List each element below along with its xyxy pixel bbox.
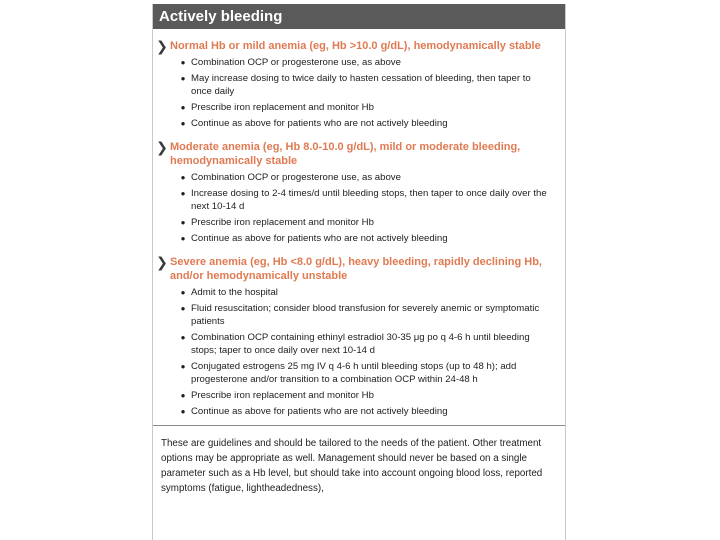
panel-title: Actively bleeding (153, 4, 565, 29)
treatment-panel (152, 4, 566, 540)
list-item (175, 331, 565, 357)
list-item (175, 232, 565, 245)
list-item (175, 187, 565, 213)
list-item-text: Continue as above for patients who are not actively bleeding (191, 118, 448, 129)
section-heading (153, 140, 565, 168)
list-item (175, 101, 565, 114)
section-heading (153, 255, 565, 283)
section-mild-anemia (153, 39, 565, 130)
list-item-text: Conjugated estrogens 25 mg IV q 4-6 h until bleeding stops (up to 48 h); add progesterone and/or transition to a combination OCP within 24-48 h (191, 361, 517, 385)
list-item-text: Prescribe iron replacement and monitor Hb (191, 217, 374, 228)
bullet-icon: ● (180, 103, 186, 112)
chevron-right-icon: ❯ (156, 38, 168, 54)
bullet-icon: ● (180, 218, 186, 227)
footnote: These are guidelines and should be tailored to the needs of the patient. Other treatment options may be appropriate as well. Management should never be based on a single parameter such as a Hb level, but should take into account ongoing blood loss, reported symptoms (fatigue, lightheadedness), (161, 438, 543, 494)
list-item (175, 56, 565, 69)
list-item-text: Prescribe iron replacement and monitor Hb (191, 390, 374, 401)
bullet-icon: ● (180, 58, 186, 67)
list-item-text: Combination OCP or progesterone use, as above (191, 57, 401, 68)
list-item (175, 389, 565, 402)
bullet-icon: ● (180, 234, 186, 243)
bullet-icon: ● (180, 391, 186, 400)
section-heading-text: Moderate anemia (eg, Hb 8.0-10.0 g/dL), mild or moderate bleeding, hemodynamically stable (170, 141, 521, 167)
section-moderate-anemia (153, 140, 565, 245)
list-item (175, 360, 565, 386)
bullet-icon: ● (180, 362, 186, 371)
bullet-icon: ● (180, 304, 186, 313)
list-item-text: Combination OCP containing ethinyl estradiol 30-35 μg po q 4-6 h until bleeding stops; taper to once daily over next 10-14 d (191, 332, 530, 356)
section-heading-text: Normal Hb or mild anemia (eg, Hb >10.0 g/dL), hemodynamically stable (170, 40, 541, 52)
bullet-icon: ● (180, 189, 186, 198)
list-item (175, 72, 565, 98)
bullet-icon: ● (180, 119, 186, 128)
bullet-list (153, 171, 565, 245)
section-heading-text: Severe anemia (eg, Hb <8.0 g/dL), heavy bleeding, rapidly declining Hb, and/or hemodynamically unstable (170, 256, 542, 282)
list-item (175, 171, 565, 184)
bullet-icon: ● (180, 288, 186, 297)
bullet-icon: ● (180, 407, 186, 416)
list-item (175, 405, 565, 418)
section-heading (153, 39, 565, 53)
chevron-right-icon: ❯ (156, 254, 168, 270)
list-item-text: Continue as above for patients who are not actively bleeding (191, 233, 448, 244)
list-item (175, 302, 565, 328)
bullet-icon: ● (180, 74, 186, 83)
list-item-text: Prescribe iron replacement and monitor Hb (191, 102, 374, 113)
list-item (175, 216, 565, 229)
list-item-text: Increase dosing to 2-4 times/d until bleeding stops, then taper to once daily over the next 10-14 d (191, 188, 547, 212)
list-item-text: Admit to the hospital (191, 287, 278, 298)
list-item (175, 117, 565, 130)
list-item-text: May increase dosing to twice daily to hasten cessation of bleeding, then taper to once daily (191, 73, 531, 97)
section-severe-anemia (153, 255, 565, 418)
list-item-text: Continue as above for patients who are not actively bleeding (191, 406, 448, 417)
list-item-text: Combination OCP or progesterone use, as above (191, 172, 401, 183)
bullet-list (153, 56, 565, 130)
list-item-text: Fluid resuscitation; consider blood transfusion for severely anemic or symptomatic patients (191, 303, 540, 327)
bullet-list (153, 286, 565, 418)
bullet-icon: ● (180, 173, 186, 182)
chevron-right-icon: ❯ (156, 139, 168, 155)
list-item (175, 286, 565, 299)
bullet-icon: ● (180, 333, 186, 342)
